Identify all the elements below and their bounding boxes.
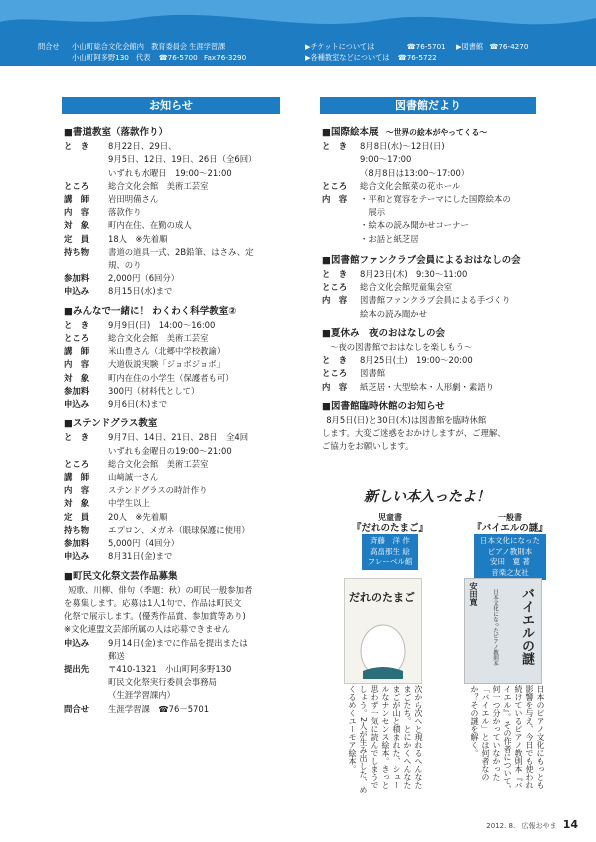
detail-key: 内 容 — [64, 207, 90, 218]
book-title: 『バイエルの謎』 — [472, 522, 548, 534]
detail-list — [322, 354, 540, 394]
detail-list — [64, 319, 286, 411]
detail-key: 内 容 — [322, 381, 348, 392]
library-column — [322, 126, 540, 454]
detail-value: 町民文化祭実行委員会事務局 — [108, 677, 217, 688]
calligraphy-class — [64, 126, 286, 299]
detail-value: 郵送 — [108, 650, 125, 661]
detail-value: 規、のり — [108, 260, 142, 271]
detail-key: 申込み — [64, 399, 90, 410]
detail-row — [64, 259, 286, 272]
book-category: 児童書 — [378, 513, 402, 522]
detail-key: 内 容 — [64, 485, 90, 496]
detail-row — [64, 358, 286, 371]
detail-value: 中学生以上 — [108, 498, 150, 509]
detail-key: 提出先 — [64, 663, 90, 674]
detail-key — [322, 308, 360, 321]
detail-key — [64, 153, 108, 166]
picture-book-exhibition — [322, 126, 540, 246]
detail-list — [64, 637, 286, 716]
detail-value: 図書館ファンクラブ会員による手づくり — [360, 295, 511, 306]
detail-row — [322, 167, 540, 180]
book-credits — [362, 534, 419, 570]
events-contact — [305, 53, 437, 63]
detail-value: 18人 ※先着順 — [108, 233, 168, 244]
detail-row — [64, 663, 286, 676]
detail-key: ところ — [64, 458, 90, 469]
detail-value: 大道仮説実験「ジョボジョボ」 — [108, 359, 225, 370]
publication-name: 広報おやま — [521, 822, 557, 830]
detail-value: 9月7日、14日、21日、28日 全4回 — [108, 432, 249, 443]
section-heading: ■みんなで一緒に！ わくわく科学教室② — [64, 305, 237, 317]
detail-value: 図書館 — [360, 368, 386, 379]
ticket-tel: ☎76-5701 — [406, 42, 446, 51]
body-text — [64, 584, 286, 637]
detail-row — [64, 233, 286, 246]
cover-title: バイエルの謎 — [519, 587, 534, 665]
book-author: 斉藤 洋 作 — [370, 536, 410, 545]
stained-glass-class — [64, 417, 286, 563]
detail-value: 町内在住の小学生（保護者も可） — [108, 372, 234, 383]
book-category: 一般書 — [498, 513, 522, 522]
detail-value: 20人 ※先着順 — [108, 511, 168, 522]
detail-value: 9月9日(日) 14:00～16:00 — [108, 319, 216, 330]
org-line2: 小山町阿多野130 代表 — [72, 53, 151, 62]
detail-row — [322, 308, 540, 321]
detail-key: と き — [64, 432, 90, 443]
detail-row — [322, 233, 540, 246]
book-2-cover — [464, 578, 542, 684]
detail-value: ・絵本の読み聞かせコーナー — [360, 220, 469, 231]
detail-key: 参加料 — [64, 385, 90, 396]
detail-list — [64, 140, 286, 298]
detail-row — [64, 431, 286, 444]
detail-row — [64, 272, 286, 285]
detail-row — [64, 703, 286, 716]
temporary-closure-notice — [322, 400, 540, 454]
org-line2-row — [72, 53, 246, 63]
detail-key — [322, 167, 360, 180]
heading-title: ■国際絵本展 — [322, 127, 379, 138]
detail-row — [64, 484, 286, 497]
detail-row — [64, 219, 286, 232]
section-heading: ■図書館ファンクラブ会員によるおはなしの会 — [322, 254, 521, 266]
detail-value: 9月14日(金)までに作品を提出または — [108, 637, 248, 648]
detail-key: 対 象 — [64, 372, 90, 383]
book-2-info — [448, 513, 572, 580]
ticket-label: ▶チケットについては — [305, 42, 375, 51]
detail-value: 8月8日(水)～12日(日) — [360, 141, 445, 152]
book-2-description: 日本のピアノ文化にもっとも影響を与え、今日でも使われ続けているピアノ教則本『バイエル』。その作者について、何一つ分かっていなかった「バイエル」とは何者なのか？その謎を解く。 — [470, 685, 545, 793]
issue-date: 2012. 8. — [486, 822, 516, 830]
detail-key: 申込み — [64, 637, 90, 648]
detail-row — [322, 354, 540, 367]
detail-value: 9:00～17:00 — [360, 154, 412, 165]
detail-value: 展示 — [360, 207, 386, 218]
detail-row — [322, 180, 540, 193]
detail-key: ところ — [322, 180, 348, 191]
book-1-description: 次から次へと現れるへんなたまごたち。とにかくへんなたまごが山と積まれた、シュールなナンセンス絵本。きっと思わず一気に読んでしまうでしょう。2人が生み出した、めくるめくユーモア絵本。 — [348, 685, 423, 795]
detail-key — [322, 233, 360, 246]
detail-key: 持ち物 — [64, 524, 90, 535]
detail-row — [322, 281, 540, 294]
detail-value: （生涯学習課内） — [108, 690, 175, 701]
detail-value: 山﨑誠一さん — [108, 472, 159, 483]
detail-value: 生涯学習課 ☎76－5701 — [108, 703, 210, 714]
detail-row — [64, 246, 286, 259]
detail-row — [64, 497, 286, 510]
detail-value: いずれも水曜日 19:00～21:00 — [108, 167, 232, 178]
section-heading: ■夏休み 夜のおはなしの会 — [322, 327, 445, 339]
book-1-cover — [344, 578, 422, 684]
new-books-title: 新しい本入ったよ！ — [364, 489, 490, 505]
detail-list — [322, 268, 540, 321]
body-line: します。大変ご迷惑をおかけしますが、ご理解、 — [322, 428, 506, 439]
detail-key: と き — [64, 141, 90, 152]
ticket-contact — [305, 42, 528, 52]
detail-value: 落款作り — [108, 207, 142, 218]
book-publisher: 音楽之友社 — [491, 567, 529, 577]
detail-row — [322, 367, 540, 380]
detail-key: 内 容 — [322, 295, 348, 306]
detail-value: 岩田明備さん — [108, 194, 159, 205]
detail-key: 内 容 — [322, 194, 348, 205]
detail-key: 講 師 — [64, 194, 90, 205]
detail-row — [322, 294, 540, 307]
detail-value: ・平和と寛容をテーマにした国際絵本の — [360, 194, 511, 205]
cover-author: 安田寛 — [469, 582, 478, 606]
detail-row — [322, 153, 540, 166]
detail-key: 参加料 — [64, 538, 90, 549]
detail-row — [64, 637, 286, 650]
detail-row — [64, 398, 286, 411]
body-line: 8月5日(日)と30日(木)は図書館を臨時休館 — [326, 415, 487, 426]
page-number: 14 — [562, 818, 578, 831]
detail-row — [322, 268, 540, 281]
detail-row — [64, 458, 286, 471]
detail-row — [322, 193, 540, 206]
fax: Fax76-3290 — [204, 53, 247, 62]
book-subtitle-1: 日本文化になった — [480, 536, 540, 545]
detail-key — [64, 689, 108, 702]
book-illustrator: 高畠那生 絵 — [370, 546, 410, 556]
detail-row — [64, 180, 286, 193]
detail-key: 定 員 — [64, 511, 90, 522]
detail-key: ところ — [64, 333, 90, 344]
library-label: ▶図書館 — [456, 42, 484, 51]
detail-key: と き — [64, 319, 90, 330]
org-line1: 小山町総合文化会館内 教育委員会 生涯学習課 — [72, 42, 226, 51]
detail-row — [64, 372, 286, 385]
section-heading: ■図書館臨時休館のお知らせ — [322, 400, 445, 412]
detail-key: 定 員 — [64, 233, 90, 244]
detail-value: 米山豊さん（北郷中学校教諭） — [108, 346, 226, 357]
section-heading: ■書道教室（落款作り） — [64, 127, 168, 138]
detail-key: 参加料 — [64, 273, 90, 284]
book-publisher: フレーベル館 — [367, 557, 413, 566]
notice-column — [64, 126, 286, 716]
detail-row — [322, 140, 540, 153]
detail-value: 書道の道具一式、2B鉛筆、はさみ、定 — [108, 246, 254, 257]
detail-value: 〒410-1321 小山町阿多野130 — [108, 663, 232, 674]
detail-value: 8月15日(水)まで — [108, 286, 173, 297]
body-text — [322, 414, 540, 454]
detail-row — [64, 285, 286, 298]
cover-title: だれのたまご — [349, 591, 415, 604]
detail-value: 8月22日、29日、 — [108, 141, 177, 152]
detail-row — [64, 332, 286, 345]
detail-key — [64, 445, 108, 458]
body-line: を募集します。応募は1人1句で、作品は町民文 — [64, 597, 242, 608]
detail-row — [64, 650, 286, 663]
detail-row — [64, 537, 286, 550]
library-section-title: 図書館だより — [320, 97, 536, 114]
detail-row — [322, 381, 540, 394]
detail-key — [64, 167, 108, 180]
detail-key: 持ち物 — [64, 246, 90, 257]
detail-row — [64, 524, 286, 537]
detail-key: ところ — [64, 180, 90, 191]
fan-club-story-time — [322, 254, 540, 321]
detail-list — [64, 431, 286, 563]
detail-value: 8月25日(土) 19:00～20:00 — [360, 355, 473, 366]
book-credits — [474, 534, 546, 580]
detail-row — [64, 319, 286, 332]
section-heading — [322, 126, 540, 139]
detail-key: 申込み — [64, 551, 90, 562]
detail-value: 8月31日(金)まで — [108, 551, 173, 562]
detail-row — [64, 206, 286, 219]
detail-row — [64, 193, 286, 206]
book-author: 安田 寛 著 — [490, 557, 530, 566]
detail-value: 8月23日(木) 9:30～11:00 — [360, 269, 468, 280]
detail-value: 9月6日(木)まで — [108, 399, 168, 410]
detail-key: 対 象 — [64, 498, 90, 509]
detail-value: 町内在住、在勤の成人 — [108, 220, 192, 231]
detail-row — [64, 167, 286, 180]
egg-illustration-icon — [355, 615, 411, 679]
detail-row — [64, 676, 286, 689]
body-line: ご協力をお願いします。 — [322, 441, 414, 452]
heading-subtitle: ～世界の絵本がやってくる～ — [385, 128, 488, 137]
detail-key — [322, 153, 360, 166]
page-header — [0, 0, 596, 66]
detail-key — [64, 650, 108, 663]
library-tel: ☎76-4270 — [489, 42, 529, 51]
detail-value: 紙芝居・大型絵本・人形劇・素語り — [360, 381, 494, 392]
detail-key: ところ — [322, 282, 348, 293]
detail-value: ステンドグラスの時計作り — [108, 485, 208, 496]
events-label: ▶各種教室などについては — [305, 53, 390, 62]
detail-key: と き — [322, 269, 348, 280]
contact-label: 問合せ — [38, 42, 60, 51]
detail-key — [64, 676, 108, 689]
detail-row — [64, 511, 286, 524]
detail-key: 対 象 — [64, 220, 90, 231]
detail-row — [322, 219, 540, 232]
body-line: 短歌、川柳、俳句（季題：秋）の町民一般参加者 — [68, 584, 253, 595]
notice-section-title: お知らせ — [62, 97, 280, 114]
body-line: ※文化連盟文芸部所属の人は応募できません — [64, 624, 231, 635]
detail-key: 内 容 — [64, 359, 90, 370]
literary-works-call — [64, 570, 286, 716]
detail-row — [64, 345, 286, 358]
detail-value: 総合文化会館 美術工芸室 — [108, 333, 209, 344]
header-wave-decoration — [0, 0, 596, 36]
detail-value: 絵本の読み聞かせ — [360, 308, 427, 319]
detail-value: 9月5日、12日、19日、26日（全6回） — [108, 154, 257, 165]
book-1-info — [328, 513, 452, 570]
cover-subtitle: 日本文化になったピアノ教則本 — [492, 589, 498, 666]
section-heading: ■町民文化祭文芸作品募集 — [64, 570, 178, 582]
detail-value: いずれも金曜日の19:00～21:00 — [108, 445, 232, 456]
science-class — [64, 305, 286, 412]
events-tel: ☎76-5722 — [397, 53, 437, 62]
night-story-time — [322, 327, 540, 394]
detail-row — [64, 140, 286, 153]
detail-value: （8月8日は13:00～17:00） — [360, 167, 470, 178]
detail-value: 総合文化会館 美術工芸室 — [108, 458, 209, 469]
book-title: 『だれのたまご』 — [351, 522, 428, 534]
detail-row — [322, 206, 540, 219]
detail-key — [64, 259, 108, 272]
detail-key: 問合せ — [64, 703, 90, 714]
detail-row — [64, 385, 286, 398]
detail-key: 申込み — [64, 286, 90, 297]
tel-main: ☎76-5700 — [158, 53, 198, 62]
detail-row — [64, 153, 286, 166]
detail-value: エプロン、メガネ（眼球保護に使用） — [108, 524, 250, 535]
detail-value: 総合文化会館 美術工芸室 — [108, 180, 209, 191]
detail-key: ところ — [322, 368, 348, 379]
detail-value: 300円（材料代として） — [108, 385, 200, 396]
detail-value: ・お話と紙芝居 — [360, 233, 419, 244]
detail-value: 総合文化会館児童集会室 — [360, 282, 453, 293]
detail-row — [64, 689, 286, 702]
detail-key — [322, 206, 360, 219]
detail-row — [64, 471, 286, 484]
book-subtitle-2: ピアノ教則本 — [487, 546, 533, 556]
detail-key: 講 師 — [64, 472, 90, 483]
detail-key: と き — [322, 141, 348, 152]
detail-key: 講 師 — [64, 346, 90, 357]
detail-row — [64, 445, 286, 458]
body-line: 化祭で展示します。(優秀作品賞、参加賞等あり) — [64, 611, 246, 622]
subtitle: ～夜の図書館でおはなしを楽しもう～ — [330, 342, 473, 353]
detail-value: 総合文化会館菜の花ホール — [360, 180, 461, 191]
page-footer — [486, 818, 578, 831]
detail-key — [322, 219, 360, 232]
detail-value: 2,000円（6回分） — [108, 273, 180, 284]
detail-list — [322, 140, 540, 246]
detail-key: と き — [322, 355, 348, 366]
detail-row — [64, 550, 286, 563]
detail-value: 5,000円（4回分） — [108, 538, 180, 549]
section-heading: ■ステンドグラス教室 — [64, 418, 158, 430]
